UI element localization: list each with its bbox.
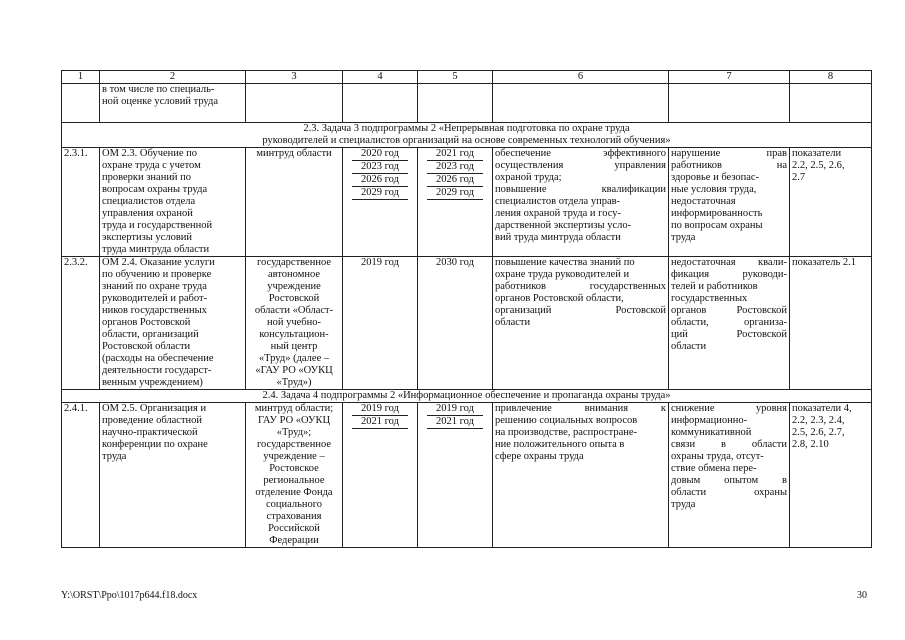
text-word: области [495,317,531,328]
text-line: Российской [268,523,320,534]
header-cell: 5 [418,71,493,84]
text-line: проведение областной [102,415,203,426]
text-line: венным учреждением) [102,377,203,388]
text-line [671,184,787,196]
end-years [418,403,493,548]
text-line: показатель 2.1 [792,257,857,268]
text-line: учреждение – [263,451,325,462]
text-line: 2.2, 2.3, 2.4, [792,415,845,426]
text-line [671,329,787,341]
text-line: 2.2, 2.5, 2.6, [792,160,845,171]
text-line: вопросам охраны труда [102,184,208,195]
text-word: дарственной экспертизы усло- [495,220,632,231]
text-line [671,415,787,427]
text-word: довым [671,475,701,486]
expected-result [493,403,669,548]
text-line: Ростовской области [102,341,191,352]
text-word: области, [671,317,709,328]
text-line [671,269,787,281]
text-line [495,257,666,269]
continuation-text [100,84,246,123]
text-word: повышение качества знаний по [495,257,635,268]
text-line: государственное [256,439,331,450]
text-word: организаций [495,305,552,316]
text-word: информированность [671,208,763,219]
header-cell: 6 [493,71,669,84]
measure-name [100,403,246,548]
text-line [671,208,787,220]
text-line [671,305,787,317]
text-word: ствие обмена пере- [671,463,757,474]
text-line: консультацион- [259,329,329,340]
text-line: управления охраной [102,208,193,219]
text-line [671,487,787,499]
text-line [671,220,787,232]
header-cell: 4 [343,71,418,84]
text-line [495,160,666,172]
text-line [671,148,787,160]
text-word: опытом [724,475,759,486]
page-number: 30 [857,590,867,601]
text-line [671,463,787,475]
text-line [495,232,666,244]
text-word: коммуникативной [671,427,752,438]
header-cell: 1 [62,71,100,84]
indicators [790,257,872,390]
executor [246,257,343,390]
text-word: ций [671,329,688,340]
text-line: «Труд»; [276,427,312,438]
header-cell: 2 [100,71,246,84]
text-line [495,220,666,232]
text-line: ОМ 2.4. Оказание услуги [102,257,215,268]
year-entry: 2021 год [352,416,408,429]
row-number: 2.3.2. [62,257,100,390]
section-heading-2-3 [62,123,872,148]
text-line: отделение Фонда [255,487,333,498]
consequences [669,403,790,548]
year-entry: 2029 год [427,187,483,200]
text-word: работников [495,281,546,292]
year-entry: 2026 год [352,174,408,187]
continuation-row [62,84,872,123]
file-path: Y:\ORST\Ppo\1017p644.f18.docx [61,590,198,601]
end-year: 2030 год [418,257,493,390]
text-word: повышение [495,184,547,195]
text-line [671,232,787,244]
text-line: автономное [267,269,321,280]
text-line: 2.7 [792,172,806,183]
text-word: области [671,487,707,498]
text-word: труда [671,232,696,243]
expected-result [493,148,669,257]
text-line: социального [265,499,323,510]
text-word: внимания [584,403,629,414]
text-line [671,475,787,487]
section-title [62,123,872,148]
text-word: руководи- [742,269,787,280]
text-line: «Труд») [276,377,312,388]
text-line: минтруд области; [254,403,334,414]
text-word: сфере охраны труда [495,451,584,462]
text-word: связи [671,439,696,450]
text-word: на производстве, распростране- [495,427,638,438]
text-line [495,208,666,220]
text-word: снижение [671,403,715,414]
text-line: Ростовское [269,463,319,474]
indicators [790,403,872,548]
text-line: ГАУ РО «ОУКЦ [257,415,331,426]
text-line [671,293,787,305]
header-cell: 8 [790,71,872,84]
text-line: Ростовской [268,293,320,304]
text-line: руководителей и специалистов организаций на основе современных технологий обучения» [262,135,671,146]
executor: минтруд области [246,148,343,257]
year-entry: 2021 год [427,148,483,161]
text-word: области [751,439,787,450]
text-line [671,317,787,329]
text-line: охране труда с учетом [102,160,201,171]
text-word: государственных [589,281,666,292]
text-line: научно-практической [102,427,198,438]
text-line [671,160,787,172]
text-word: органов Ростовской области, [495,293,624,304]
text-word: фикация [671,269,710,280]
text-line: показатели 4, [792,403,852,414]
text-line: органов Ростовской [102,317,191,328]
text-line [671,257,787,269]
indicators [790,148,872,257]
section-heading-2-4 [62,390,872,403]
text-line: по обучению и проверке [102,269,212,280]
executor [246,403,343,548]
text-line: учреждение [267,281,321,292]
text-word: в [782,475,787,486]
text-line [495,196,666,208]
text-line: государственное [256,257,331,268]
text-line: «ГАУ РО «ОУКЦ [255,365,333,376]
text-word: охраной труда; [495,172,562,183]
text-line [495,305,666,317]
text-line [671,451,787,463]
text-line: 2.5, 2.6, 2.7, [792,427,845,438]
text-line: труда [102,451,127,462]
row-number: 2.4.1. [62,403,100,548]
text-line [671,403,787,415]
text-line [495,148,666,160]
text-word: эффективного [603,148,666,159]
section-title: 2.4. Задача 4 подпрограммы 2 «Информационное обеспечение и пропаганда охраны труда» [62,390,872,403]
text-line: страхования [266,511,322,522]
text-line [495,269,666,281]
text-line: области, организаций [102,329,199,340]
year-entry: 2021 год [427,416,483,429]
text-line [671,439,787,451]
text-word: охране труда руководителей и [495,269,630,280]
text-word: области [671,341,707,352]
text-line [495,317,666,329]
text-word: управления [614,160,666,171]
header-cell: 3 [246,71,343,84]
text-line: ной оценке условий труда [102,96,219,107]
text-line [671,499,787,511]
table-row-2-3-1 [62,148,872,257]
text-word: уровня [755,403,787,414]
text-word: прав [766,148,787,159]
text-line: ОМ 2.5. Организация и [102,403,207,414]
text-word: охраны [754,487,787,498]
text-word: вий труда минтруда области [495,232,621,243]
text-line: руководителей и работ- [102,293,208,304]
text-word: в [721,439,726,450]
text-line [495,281,666,293]
consequences [669,148,790,257]
table-row-2-4-1 [62,403,872,548]
text-word: ления охраной труда и госу- [495,208,621,219]
text-line: Федерации [269,535,319,546]
text-line [495,427,666,439]
text-line: ной учебно- [266,317,321,328]
text-word: нарушение [671,148,721,159]
measure-name [100,148,246,257]
text-word: обеспечение [495,148,551,159]
text-word: Ростовской [615,305,666,316]
text-word: Ростовской [736,329,787,340]
start-year: 2019 год [343,257,418,390]
text-word: ние положительного опыта в [495,439,625,450]
start-years [343,148,418,257]
text-word: государственных [671,293,748,304]
text-line: труда и государственной [102,220,213,231]
text-line: (расходы на обеспечение [102,353,214,364]
year-entry: 2019 год [352,403,408,416]
text-line [495,439,666,451]
text-line: конференции по охране [102,439,208,450]
text-line: области «Област- [254,305,334,316]
text-word: труда [671,499,696,510]
text-line [671,281,787,293]
text-line: ников государственных [102,305,207,316]
text-line: деятельности государст- [102,365,212,376]
text-word: к [660,403,666,414]
text-line: региональное [263,475,325,486]
text-line [495,451,666,463]
measure-name [100,257,246,390]
text-line [495,293,666,305]
text-line: показатели [792,148,842,159]
text-line: знаний по охране труда [102,281,207,292]
text-line: в том числе по специаль- [102,84,215,95]
text-word: недостаточная [671,257,736,268]
text-line [495,172,666,184]
year-entry: 2029 год [352,187,408,200]
text-word: информационно- [671,415,748,426]
text-word: Ростовской [736,305,787,316]
text-word: осуществления [495,160,564,171]
text-word: работников [671,160,722,171]
year-entry: 2023 год [427,161,483,174]
text-line: 2.3. Задача 3 подпрограммы 2 «Непрерывная подготовка по охране труда [303,123,630,134]
text-line: «Труд» (далее – [258,353,330,364]
text-line: 2.8, 2.10 [792,439,829,450]
header-row [62,71,872,84]
text-line [495,184,666,196]
end-years [418,148,493,257]
text-line: проверки знаний по [102,172,192,183]
text-word: организа- [743,317,787,328]
consequences [669,257,790,390]
text-word: ные условия труда, [671,184,757,195]
expected-result [493,257,669,390]
text-word: квалификации [601,184,666,195]
year-entry: 2026 год [427,174,483,187]
text-line: ный центр [270,341,318,352]
text-line [671,427,787,439]
text-word: квали- [757,257,787,268]
table-row-2-3-2 [62,257,872,390]
text-line [671,172,787,184]
text-word: на [776,160,787,171]
text-word: охраны труда, отсут- [671,451,764,462]
text-line [495,415,666,427]
text-line: специалистов отдела [102,196,196,207]
program-table [61,70,872,548]
text-word: органов [671,305,707,316]
text-line: труда минтруда области [102,244,210,255]
text-word: недостаточная [671,196,736,207]
year-entry: 2019 год [427,403,483,416]
header-cell: 7 [669,71,790,84]
text-word: телей и работников [671,281,758,292]
text-word: по вопросам охраны [671,220,763,231]
text-line: экспертизы условий [102,232,193,243]
start-years [343,403,418,548]
text-line [671,196,787,208]
text-word: привлечение [495,403,552,414]
text-word: здоровье и безопас- [671,172,760,183]
year-entry: 2020 год [352,148,408,161]
text-line [495,403,666,415]
text-word: решению социальных вопросов [495,415,638,426]
row-number: 2.3.1. [62,148,100,257]
year-entry: 2023 год [352,161,408,174]
text-line [671,341,787,353]
text-word: специалистов отдела управ- [495,196,621,207]
text-line: ОМ 2.3. Обучение по [102,148,198,159]
